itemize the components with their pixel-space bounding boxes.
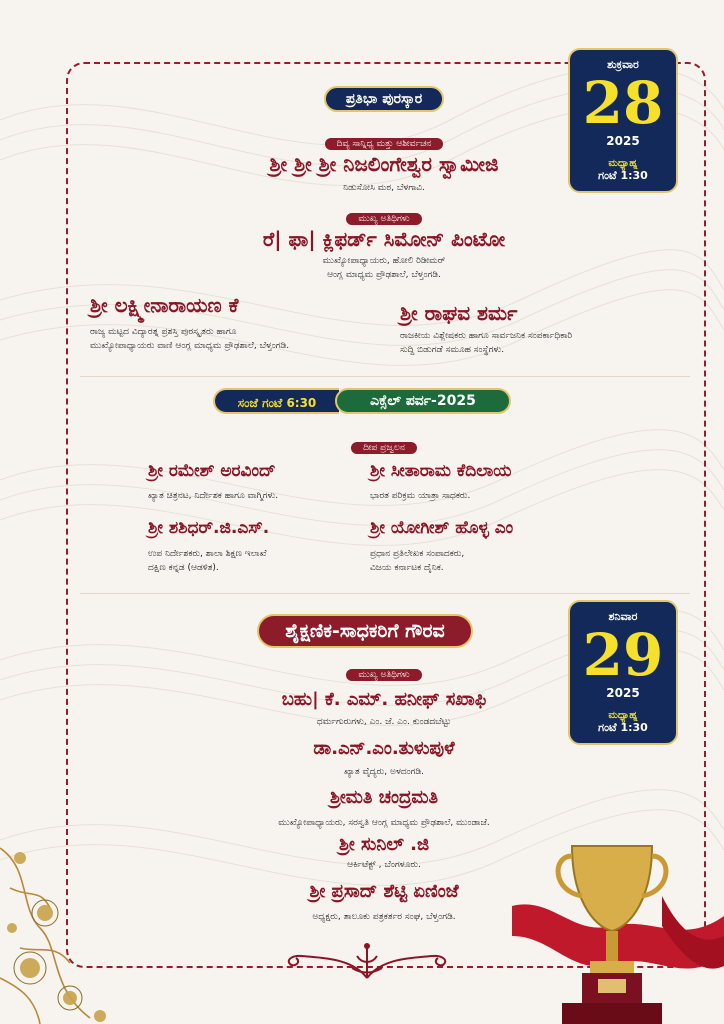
swamiji-name: ಶ್ರೀ ಶ್ರೀ ಶ್ರೀ ನಿಜಲಿಂಗೇಶ್ವರ ಸ್ವಾಮೀಜಿ <box>269 152 499 176</box>
date-number: 29 <box>582 621 664 689</box>
guest1-desc1: ಮುಖ್ಯೋಪಾಧ್ಯಾಯರು, ಹೋಲಿ ರಿಡೀಮರ್ <box>322 256 446 266</box>
guest2-desc1: ರಾಜ್ಯ ಮಟ್ಟದ ವಿದ್ಯಾರತ್ನ ಪ್ರಶಸ್ತಿ ಪುರಸ್ಕೃತರು ಹಾಗೂ <box>90 327 237 337</box>
g2-name: ಡಾ.ಎನ್.ಎಂ.ತುಳುಪುಳೆ <box>313 738 455 759</box>
g2-desc: ಖ್ಯಾತ ವೈದ್ಯರು, ಅಳದಂಗಡಿ. <box>343 767 425 777</box>
g3-name: ಶ್ರೀಮತಿ ಚಂದ್ರಮತಿ <box>329 787 439 808</box>
section-divider-2 <box>80 593 690 594</box>
date-day: ಶುಕ್ರವಾರ <box>607 58 639 71</box>
blessing-label: ದಿವ್ಯ ಸಾನ್ನಿಧ್ಯ ಮತ್ತು ಆಶೀರ್ವಚನ <box>325 138 444 150</box>
g4-desc: ಆರ್ಕಿಟೆಕ್ಟ್ , ಬೆಂಗಳೂರು. <box>347 860 421 870</box>
g4-name: ಶ್ರೀ ಸುನಿಲ್ .ಜಿ <box>338 834 430 855</box>
guest3-desc2: ಸುದ್ದಿ ಬಿಡುಗಡೆ ಸಮೂಹ ಸಂಸ್ಥೆಗಳು. <box>400 345 505 355</box>
g5-name: ಶ್ರೀ ಪ್ರಸಾದ್ ಶೆಟ್ಟಿ ಏಣಿಂಜೆ <box>309 881 459 902</box>
section3-label: ಮುಖ್ಯ ಅತಿಥಿಗಳು <box>346 669 421 681</box>
ornament-divider <box>282 938 452 984</box>
section3-title: ಶೈಕ್ಷಣಿಕ-ಸಾಧಕರಿಗೆ ಗೌರವ <box>257 614 472 648</box>
p4-desc1: ಪ್ರಧಾನ ಪ್ರತಿಲೇಖಕ ಸಂಪಾದಕರು, <box>370 549 465 559</box>
guest1-name: ರೆ| ಫಾ| ಕ್ಲಿಫರ್ಡ್ ಸಿಮೋನ್ ಪಿಂಟೋ <box>262 227 506 251</box>
p3-desc1: ಉಪ ನಿರ್ದೇಶಕರು, ಶಾಲಾ ಶಿಕ್ಷಣ ಇಲಾಖೆ <box>148 549 267 559</box>
p1-name: ಶ್ರೀ ರಮೇಶ್ ಅರವಿಂದ್ <box>148 461 276 481</box>
section1-title-wrap <box>68 86 700 112</box>
guest2-name: ಶ್ರೀ ಲಕ್ಷ್ಮೀನಾರಾಯಣ ಕೆ <box>90 293 239 317</box>
date-number: 28 <box>582 69 664 137</box>
p3-desc2: ದಕ್ಷಿಣ ಕನ್ನಡ (ಆಡಳಿತ). <box>148 563 219 573</box>
swamiji-desc: ನಿಡುಸೋಸಿ ಮಠ, ಬೆಳಗಾವಿ. <box>343 183 425 193</box>
g5-desc: ಅಧ್ಯಕ್ಷರು, ತಾಲೂಕು ಪತ್ರಕರ್ತರ ಸಂಘ, ಬೆಳ್ತಂಗಡಿ. <box>312 912 456 922</box>
date-year: 2025 <box>606 134 640 148</box>
section-divider-1 <box>80 376 690 377</box>
guest3-desc1: ರಾಜಕೀಯ ವಿಶ್ಲೇಷಕರು ಹಾಗೂ ಸಾರ್ವಜನಿಕ ಸಂಪರ್ಕಾಧಿಕಾರಿ <box>400 331 573 341</box>
evening-title: ಎಕ್ಸೆಲ್ ಪರ್ವ-2025 <box>335 388 511 414</box>
g1-desc: ಧರ್ಮಗುರುಗಳು, ಎಂ. ಜೆ. ಎಂ. ಕುಂಡದಬೆಟ್ಟು <box>316 717 452 727</box>
guests-label: ಮುಖ್ಯ ಅತಿಥಿಗಳು <box>346 213 421 225</box>
date-period: ಮಧ್ಯಾಹ್ನ <box>608 710 638 721</box>
trophy-icon <box>512 836 724 1024</box>
p4-desc2: ವಿಜಯ ಕರ್ನಾಟಕ ದೈನಿಕ. <box>370 563 444 573</box>
date-time: ಗಂಟೆ 1:30 <box>598 169 648 182</box>
date-period: ಮಧ್ಯಾಹ್ನ <box>608 158 638 169</box>
guests-label-wrap <box>68 206 700 225</box>
date-time: ಗಂಟೆ 1:30 <box>598 721 648 734</box>
dashed-frame <box>66 62 706 968</box>
guest2-desc2: ಮುಖ್ಯೋಪಾಧ್ಯಾಯರು ವಾಣಿ ಆಂಗ್ಲ ಮಾಧ್ಯಮ ಪ್ರೌಢಶಾಲೆ, ಬೆಳ್ತಂಗಡಿ. <box>90 341 290 351</box>
p2-desc: ಭಾರತ ಪರಿಕ್ರಮ ಯಾತ್ರಾ ಸಾಧಕರು. <box>370 491 471 501</box>
date-year: 2025 <box>606 686 640 700</box>
lamp-label: ದೀಪ ಪ್ರಜ್ವಲನ <box>351 442 417 454</box>
date-day: ಶನಿವಾರ <box>608 610 638 623</box>
p2-name: ಶ್ರೀ ಸೀತಾರಾಮ ಕೆದಿಲಾಯ <box>370 461 512 481</box>
p1-desc: ಖ್ಯಾತ ಚಿತ್ರನಟ, ನಿರ್ದೇಶಕ ಹಾಗೂ ವಾಗ್ಮಿಗಳು. <box>148 491 279 501</box>
g3-desc: ಮುಖ್ಯೋಪಾಧ್ಯಾಯರು, ಸರಸ್ವತಿ ಆಂಗ್ಲ ಮಾಧ್ಯಮ ಪ್ರೌಢಶಾಲೆ, ಮುಂಡಾಜೆ. <box>278 818 490 828</box>
guest1-desc2: ಆಂಗ್ಲ ಮಾಧ್ಯಮ ಪ್ರೌಢಶಾಲೆ, ಬೆಳ್ತಂಗಡಿ. <box>327 270 441 280</box>
p4-name: ಶ್ರೀ ಯೋಗೀಶ್ ಹೊಳ್ಳ ಎಂ <box>370 518 514 538</box>
section3-title-wrap <box>200 614 530 648</box>
floral-ornament-icon <box>0 828 120 1024</box>
evening-time: ಸಂಜೆ ಗಂಟೆ 6:30 <box>213 388 339 414</box>
lamp-label-wrap <box>68 435 700 454</box>
g1-name: ಬಹು| ಕೆ. ಎಮ್. ಹನೀಫ್ ಸಖಾಫಿ <box>281 689 487 710</box>
p3-name: ಶ್ರೀ ಶಶಿಧರ್.ಜಿ.ಎಸ್. <box>148 518 270 538</box>
blessing-label-wrap <box>68 131 700 150</box>
section1-title: ಪ್ರತಿಭಾ ಪುರಸ್ಕಾರ <box>324 86 444 112</box>
guest3-name: ಶ್ರೀ ರಾಘವ ಶರ್ಮ <box>400 301 518 325</box>
section3-label-wrap <box>68 662 700 681</box>
evening-banner <box>213 388 513 414</box>
